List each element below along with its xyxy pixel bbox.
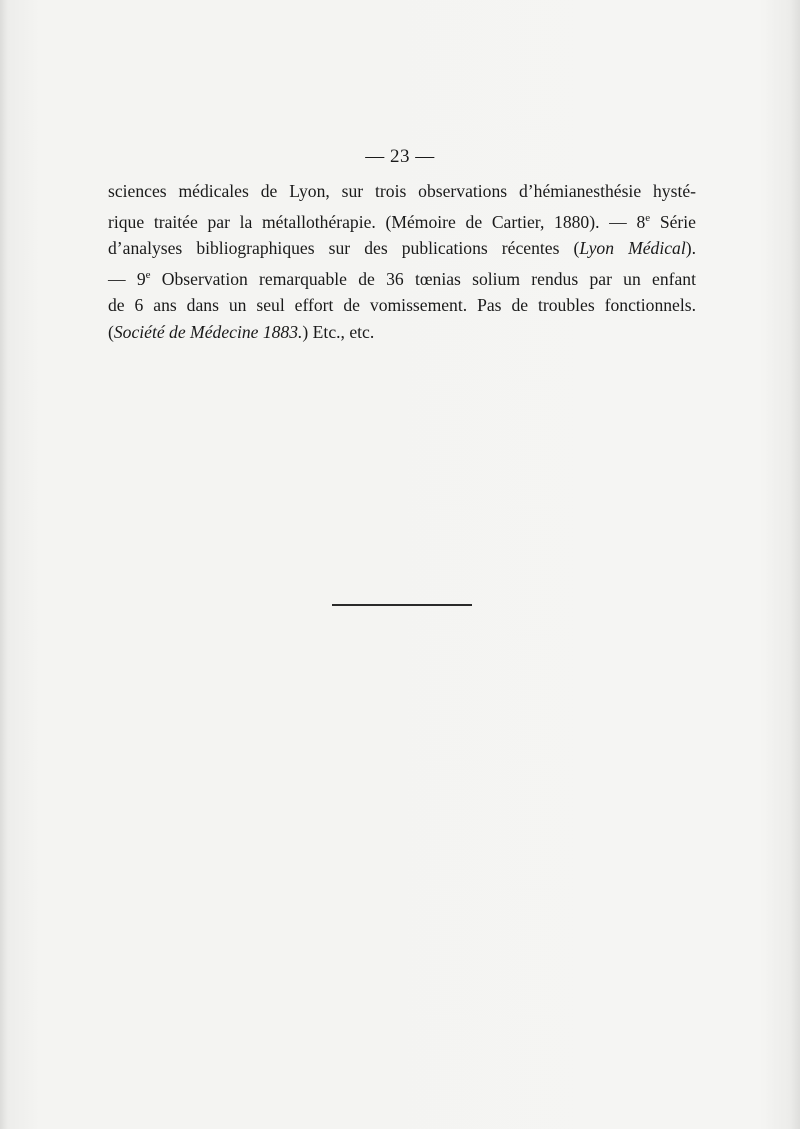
text-line-6: (Société de Médecine 1883.) Etc., etc.	[108, 321, 375, 342]
text-line-2: rique traitée par la métallothérapie. (Mémoire de Cartier, 1880). — 8e Série	[108, 211, 696, 232]
text-line-3: d’analyses bibliographiques sur des publications récentes (Lyon Médical).	[108, 238, 696, 259]
page-number: — 23 —	[365, 146, 435, 167]
body-paragraph	[108, 178, 696, 345]
text-line-1: sciences médicales de Lyon, sur trois observations d’hémianesthésie hysté-	[108, 181, 696, 201]
text-line-4: — 9e Observation remarquable de 36 tœnias solium rendus par un enfant	[108, 268, 696, 289]
text-line-5: de 6 ans dans un seul effort de vomissement. Pas de troubles fonctionnels.	[108, 295, 696, 316]
section-divider	[332, 604, 472, 606]
